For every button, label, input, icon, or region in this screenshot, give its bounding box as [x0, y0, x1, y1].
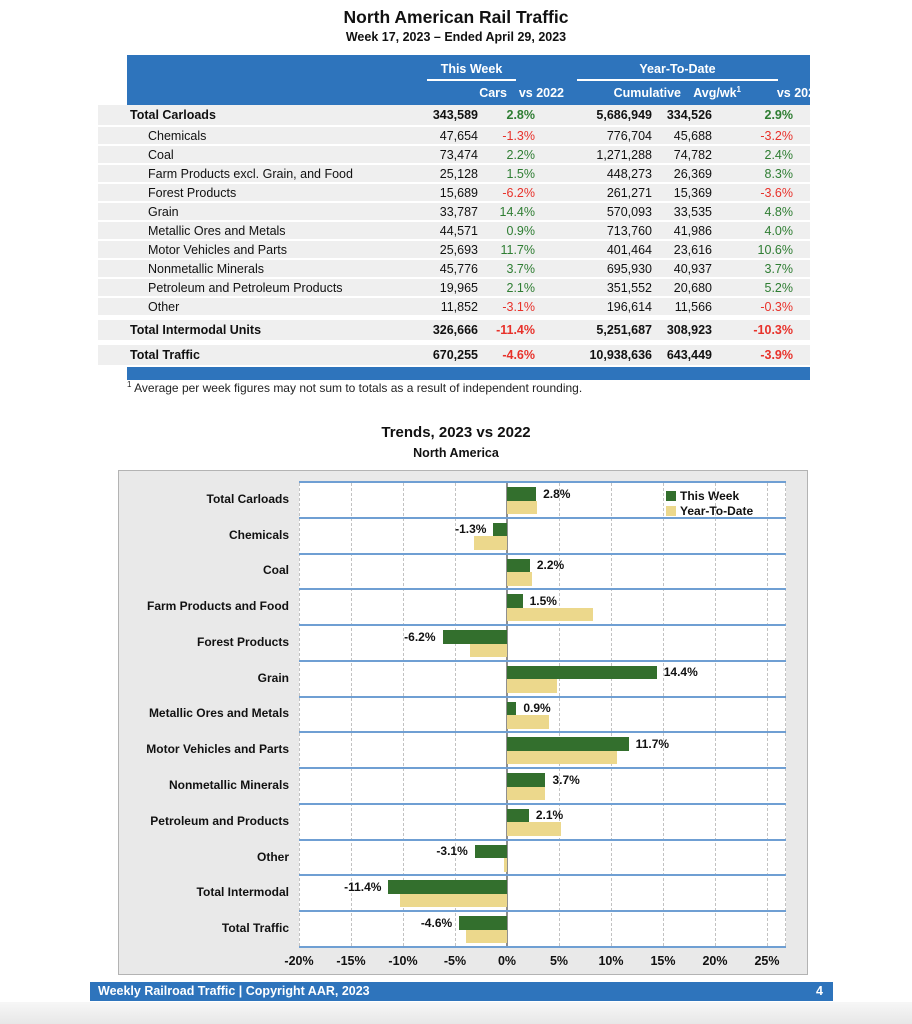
cumulative-value: 448,273 — [606, 166, 652, 181]
bar-year-to-date — [400, 894, 507, 908]
column-header-vs2022-ytd: vs 2022 — [776, 86, 822, 100]
table-row — [98, 105, 810, 127]
row-label: Total Carloads — [130, 108, 216, 122]
bar-this-week — [507, 809, 529, 823]
x-axis-tick-label: -5% — [443, 954, 467, 968]
bar-value-label: -1.3% — [455, 522, 487, 537]
table-bottom-bar — [127, 367, 810, 380]
cars-value: 19,965 — [439, 280, 478, 295]
band-separator-line — [299, 553, 786, 555]
cars-value: 326,666 — [432, 323, 478, 337]
chart-subtitle: North America — [413, 446, 499, 460]
cars-value: 33,787 — [439, 204, 478, 219]
chart-category-label: Other — [256, 849, 289, 864]
cumulative-value: 776,704 — [606, 128, 652, 143]
bar-this-week — [507, 773, 545, 787]
x-axis-tick-label: 0% — [497, 954, 517, 968]
row-label: Petroleum and Petroleum Products — [148, 280, 343, 295]
chart-category-label: Farm Products and Food — [146, 599, 289, 614]
group-header-year-to-date: Year-To-Date — [545, 60, 810, 81]
cars-vs2022-value: -6.2% — [502, 185, 535, 200]
cars-vs2022-value: 3.7% — [506, 261, 535, 276]
row-label: Coal — [148, 147, 174, 162]
band-separator-line — [299, 660, 786, 662]
band-separator-line — [299, 624, 786, 626]
bar-value-label: -4.6% — [420, 915, 453, 930]
ytd-vs2022-value: 2.4% — [764, 147, 793, 162]
bar-year-to-date — [504, 858, 507, 872]
cars-vs2022-value: 0.9% — [506, 223, 535, 238]
cumulative-value: 695,930 — [606, 261, 652, 276]
cumulative-value: 196,614 — [606, 299, 652, 314]
cumulative-value: 5,251,687 — [596, 323, 652, 337]
table-header — [127, 55, 822, 105]
column-header-avgwk: Avg/$wk^1$ — [693, 84, 741, 100]
cars-value: 73,474 — [439, 147, 478, 162]
page-number: 4 — [816, 984, 823, 998]
cars-vs2022-value: -11.4% — [496, 323, 535, 337]
row-label: Farm Products excl. Grain, and Food — [148, 166, 353, 181]
page-subtitle: Week 17, 2023 – Ended April 29, 2023 — [345, 30, 567, 44]
legend-swatch-this-week — [666, 491, 676, 501]
cars-value: 670,255 — [432, 348, 478, 362]
x-axis-tick-label: 25% — [754, 954, 780, 968]
bar-year-to-date — [470, 644, 507, 658]
bar-this-week — [507, 737, 629, 751]
cars-value: 44,571 — [439, 223, 478, 238]
table-body — [98, 105, 810, 367]
trends-chart — [118, 470, 808, 975]
bar-value-label: 1.5% — [529, 593, 557, 608]
chart-category-label: Coal — [262, 563, 289, 578]
table-row — [98, 317, 810, 342]
row-label: Chemicals — [148, 128, 207, 143]
band-separator-line — [299, 803, 786, 805]
page-title: North American Rail Traffic — [343, 7, 569, 27]
bar-value-label: 3.7% — [552, 772, 580, 787]
band-separator-line — [299, 910, 786, 912]
row-label: Total Intermodal Units — [130, 323, 262, 337]
x-axis-tick-label: 15% — [650, 954, 676, 968]
x-axis-tick-label: -10% — [388, 954, 418, 968]
cumulative-value: 1,271,288 — [596, 147, 652, 162]
ytd-vs2022-value: 4.8% — [764, 204, 793, 219]
table-row — [98, 222, 810, 241]
x-axis-tick-label: 10% — [598, 954, 624, 968]
cars-vs2022-value: 2.2% — [506, 147, 535, 162]
cumulative-value: 401,464 — [606, 242, 652, 257]
bar-this-week — [507, 702, 516, 716]
ytd-vs2022-value: 2.9% — [764, 108, 793, 122]
avg-per-week-value: 334,526 — [666, 108, 712, 122]
avg-per-week-value: 643,449 — [666, 348, 712, 362]
cars-value: 343,589 — [432, 108, 478, 122]
legend-label: Year-To-Date — [680, 503, 754, 518]
band-separator-line — [299, 517, 786, 519]
bar-year-to-date — [507, 679, 557, 693]
cumulative-value: 351,552 — [606, 280, 652, 295]
bar-year-to-date — [507, 787, 545, 801]
table-row — [98, 342, 810, 367]
band-separator-line — [299, 588, 786, 590]
bar-this-week — [507, 666, 657, 680]
bar-value-label: 14.4% — [663, 665, 698, 680]
cars-vs2022-value: 14.4% — [499, 204, 535, 219]
bar-value-label: 0.9% — [523, 701, 551, 716]
cumulative-value: 10,938,636 — [589, 348, 652, 362]
ytd-vs2022-value: -3.2% — [760, 128, 793, 143]
table-row — [98, 279, 810, 298]
cars-vs2022-value: 11.7% — [500, 242, 535, 257]
avg-per-week-value: 26,369 — [673, 166, 712, 181]
band-separator-line — [299, 696, 786, 698]
cars-vs2022-value: -1.3% — [502, 128, 535, 143]
cumulative-value: 713,760 — [606, 223, 652, 238]
bar-year-to-date — [466, 930, 507, 944]
table-row — [98, 298, 810, 317]
chart-category-label: Nonmetallic Minerals — [168, 778, 289, 793]
chart-category-label: Grain — [257, 670, 289, 685]
bar-this-week — [459, 916, 507, 930]
row-label: Nonmetallic Minerals — [148, 261, 265, 276]
ytd-vs2022-value: 4.0% — [764, 223, 793, 238]
bar-year-to-date — [507, 608, 593, 622]
bar-value-label: -3.1% — [436, 844, 468, 859]
chart-category-label: Chemicals — [228, 527, 289, 542]
chart-category-label: Metallic Ores and Metals — [148, 706, 289, 721]
bar-this-week — [507, 594, 523, 608]
bar-this-week — [388, 880, 507, 894]
ytd-vs2022-value: 10.6% — [757, 242, 793, 257]
x-axis-tick-label: 20% — [702, 954, 728, 968]
avg-per-week-value: 15,369 — [673, 185, 712, 200]
table-row — [98, 260, 810, 279]
ytd-vs2022-value: -3.9% — [760, 348, 793, 362]
legend-swatch-year-to-date — [666, 506, 676, 516]
bar-this-week — [507, 487, 536, 501]
x-axis-tick-label: -20% — [284, 954, 314, 968]
cars-vs2022-value: 2.1% — [506, 280, 535, 295]
table-row — [98, 127, 810, 146]
cars-vs2022-value: 1.5% — [506, 166, 535, 181]
ytd-vs2022-value: -3.6% — [760, 185, 793, 200]
x-axis-tick-label: -15% — [336, 954, 366, 968]
page-background-strip — [0, 1002, 912, 1024]
cars-value: 25,693 — [439, 242, 478, 257]
bar-value-label: 11.7% — [635, 736, 670, 751]
chart-plot-area — [299, 481, 786, 946]
cumulative-value: 5,686,949 — [596, 108, 652, 122]
ytd-vs2022-value: -0.3% — [760, 299, 793, 314]
cars-value: 11,852 — [440, 299, 478, 314]
bar-value-label: 2.1% — [535, 808, 564, 823]
avg-per-week-value: 33,535 — [673, 204, 712, 219]
bar-value-label: 2.8% — [543, 486, 571, 501]
avg-per-week-value: 23,616 — [673, 242, 712, 257]
bar-this-week — [475, 845, 507, 859]
table-row — [98, 165, 810, 184]
table-row — [98, 184, 810, 203]
band-separator-line — [299, 731, 786, 733]
ytd-vs2022-value: 8.3% — [764, 166, 793, 181]
table-row — [98, 241, 810, 260]
ytd-vs2022-value: 5.2% — [764, 280, 793, 295]
bar-year-to-date — [474, 536, 507, 550]
bar-this-week — [493, 523, 507, 537]
row-label: Total Traffic — [130, 348, 200, 362]
chart-legend — [666, 488, 753, 518]
band-separator-line — [299, 946, 786, 948]
bar-year-to-date — [507, 751, 617, 765]
ytd-vs2022-value: 3.7% — [764, 261, 793, 276]
avg-per-week-value: 41,986 — [673, 223, 712, 238]
cumulative-value: 261,271 — [606, 185, 652, 200]
bar-year-to-date — [507, 501, 537, 515]
x-axis-tick-label: 5% — [549, 954, 569, 968]
chart-category-label: Total Traffic — [221, 921, 289, 936]
cars-vs2022-value: -4.6% — [502, 348, 535, 362]
avg-per-week-value: 308,923 — [666, 323, 712, 337]
chart-category-label: Petroleum and Products — [150, 813, 289, 828]
avg-per-week-value: 45,688 — [673, 128, 712, 143]
chart-category-label: Forest Products — [196, 634, 289, 649]
band-separator-line — [299, 839, 786, 841]
cars-value: 15,689 — [439, 185, 478, 200]
page-footer — [90, 982, 833, 1001]
cars-vs2022-value: -3.1% — [502, 299, 535, 314]
row-label: Forest Products — [148, 185, 237, 200]
cars-vs2022-value: 2.8% — [506, 108, 535, 122]
ytd-vs2022-value: -10.3% — [753, 323, 793, 337]
cars-value: 25,128 — [439, 166, 478, 181]
avg-per-week-value: 74,782 — [673, 147, 712, 162]
chart-category-label: Total Carloads — [206, 491, 289, 506]
bar-year-to-date — [507, 822, 561, 836]
bar-this-week — [507, 559, 530, 573]
bar-value-label: -11.4% — [344, 879, 382, 894]
band-separator-line — [299, 874, 786, 876]
avg-per-week-value: 20,680 — [673, 280, 712, 295]
legend-item — [666, 503, 753, 518]
column-header-vs2022-week: vs 2022 — [518, 86, 564, 100]
band-separator-line — [299, 767, 786, 769]
chart-category-label: Motor Vehicles and Parts — [146, 742, 289, 757]
row-label: Metallic Ores and Metals — [148, 223, 286, 238]
table-row — [98, 146, 810, 165]
avg-per-week-value: 11,566 — [674, 299, 712, 314]
footer-text: Weekly Railroad Traffic | Copyright AAR, 2023 — [98, 984, 370, 998]
avg-per-week-value: 40,937 — [673, 261, 712, 276]
row-label: Motor Vehicles and Parts — [148, 242, 287, 257]
rail-traffic-table — [98, 55, 822, 380]
footnote: $^1$ Average per week figures may not sum to totals as a result of independent rounding. — [127, 380, 583, 395]
cars-value: 47,654 — [439, 128, 478, 143]
legend-item — [666, 488, 753, 503]
column-header-cars: Cars — [479, 86, 507, 100]
bar-value-label: 2.2% — [536, 558, 565, 573]
chart-category-label: Total Intermodal — [196, 885, 289, 900]
bar-this-week — [443, 630, 507, 644]
cars-value: 45,776 — [439, 261, 478, 276]
chart-title: Trends, 2023 vs 2022 — [381, 424, 531, 441]
row-label: Other — [148, 299, 180, 314]
bar-year-to-date — [507, 715, 549, 729]
cumulative-value: 570,093 — [606, 204, 652, 219]
column-header-cumulative: Cumulative — [613, 86, 681, 100]
legend-label: This Week — [680, 488, 740, 503]
row-label: Grain — [148, 204, 179, 219]
bar-value-label: -6.2% — [404, 629, 436, 644]
table-row — [98, 203, 810, 222]
group-header-this-week: This Week — [398, 60, 545, 81]
bar-year-to-date — [507, 572, 532, 586]
